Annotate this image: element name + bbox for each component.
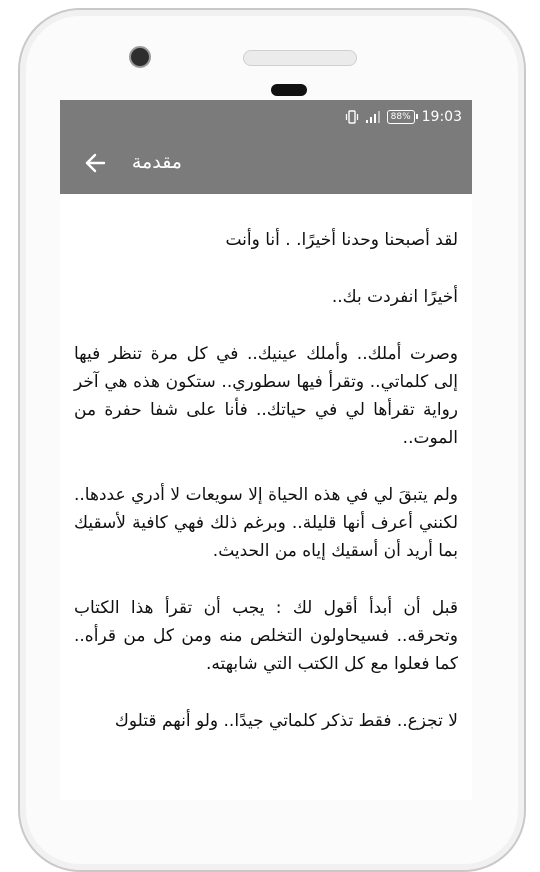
paragraph: لقد أصبحنا وحدنا أخيرًا. . أنا وأنت bbox=[225, 230, 458, 250]
toolbar bbox=[60, 134, 472, 194]
arrow-back-icon bbox=[84, 152, 106, 178]
paragraph: لا تجزع.. فقط تذكر كلماتي جيدًا.. ولو أنهم قتلوك bbox=[114, 711, 458, 731]
vibrate-icon bbox=[345, 110, 359, 124]
app-bar bbox=[60, 100, 472, 194]
signal-icon bbox=[366, 111, 380, 123]
app-screen bbox=[60, 100, 472, 800]
back-button[interactable] bbox=[78, 148, 112, 182]
paragraph: وصرت أملك.. وأملك عينيك.. في كل مرة تنظر فيها إلى كلماتي.. وتقرأ فيها سطوري.. ستكون هذه هي آخر رواية تقرأها لي في حياتك.. فأنا على شفا حفرة من الموت.. bbox=[74, 344, 458, 448]
battery-level: 88% bbox=[390, 112, 411, 122]
status-bar bbox=[345, 107, 462, 127]
paragraph: ولم يتبقَ لي في هذه الحياة إلا سويعات لا أدري عددها.. لكنني أعرف أنها قليلة.. وبرغم ذلك فهي كافية لأسقيك بما أريد أن أسقيك إياه من الحديث. bbox=[74, 485, 458, 561]
clock: 19:03 bbox=[421, 109, 462, 125]
proximity-sensor bbox=[271, 84, 307, 96]
paragraph: أخيرًا انفردت بك.. bbox=[331, 287, 458, 307]
page-title: مقدمة bbox=[131, 151, 182, 173]
front-camera bbox=[129, 46, 151, 68]
battery-icon bbox=[387, 110, 415, 124]
chapter-content[interactable] bbox=[60, 194, 472, 800]
earpiece-speaker bbox=[243, 50, 357, 66]
paragraph: قبل أن أبدأ أقول لك : يجب أن تقرأ هذا الكتاب وتحرقه.. فسيحاولون التخلص منه ومن كل من قرأه.. كما فعلوا مع كل الكتب التي شابهته. bbox=[74, 598, 458, 674]
